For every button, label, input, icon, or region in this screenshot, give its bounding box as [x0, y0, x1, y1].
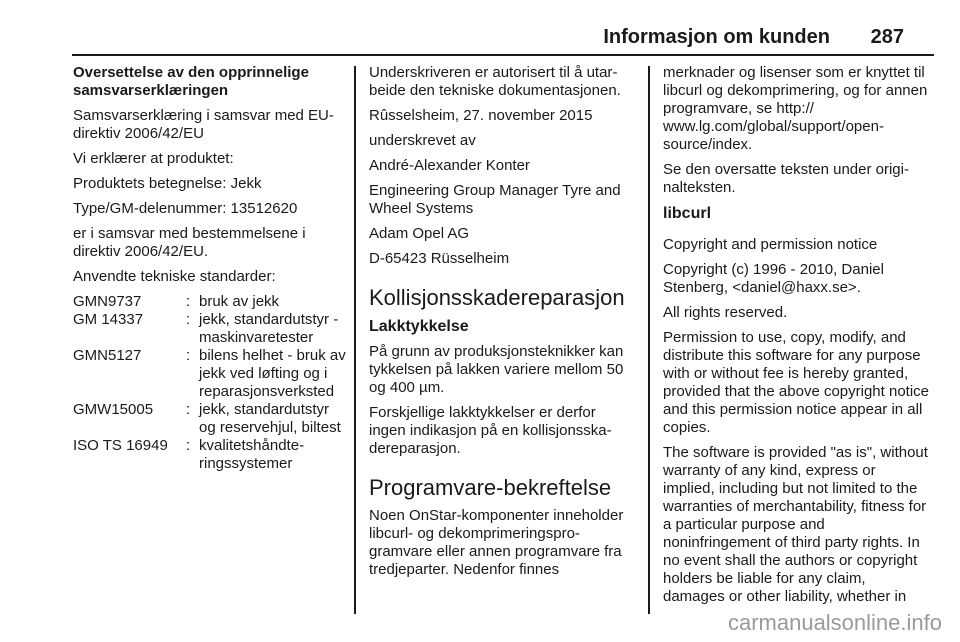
table-row	[73, 347, 349, 401]
paragraph: André-Alexander Konter	[369, 157, 530, 174]
column-1	[73, 64, 349, 473]
paragraph: underskrevet av	[369, 132, 476, 149]
paragraph: Type/GM-delenummer: 13512620	[73, 200, 298, 217]
header-rule	[72, 54, 934, 56]
paragraph: The software is provided "as is", without warranty of any kind, express or implied, including but not limited to the warranties of merchantability, fitness for a particular purpose and noninfringement of third party rights. In no event shall the authors or copyright holders be liable for any claim, damages or other liability, whether in	[663, 444, 928, 605]
standard-desc: bruk av jekk	[199, 293, 280, 310]
standard-sep: :	[186, 401, 191, 418]
watermark: carmanualsonline.info	[727, 610, 942, 635]
standard-sep: :	[186, 437, 191, 454]
page-header	[58, 22, 934, 54]
paragraph: Rûsselsheim, 27. november 2015	[369, 107, 593, 124]
paragraph: Engineering Group Manager Tyre and Wheel Systems	[369, 182, 621, 217]
paragraph: Se den oversatte teksten under originalteksten.	[663, 161, 909, 196]
table-row	[73, 293, 349, 311]
column-divider-2	[648, 66, 650, 614]
standard-desc: jekk, standardutstyr - maskinvaretester	[199, 311, 339, 346]
standard-sep: :	[186, 293, 191, 310]
standard-code: GM 14337	[73, 311, 144, 328]
paragraph: Copyright and permission notice	[663, 236, 878, 253]
page-number: 287	[870, 26, 904, 48]
paragraph: Produktets betegnelse: Jekk	[73, 175, 262, 192]
column-2	[369, 64, 635, 586]
section-title-software: Programvare-bekreftelse	[369, 475, 612, 500]
paragraph: Anvendte tekniske standarder:	[73, 268, 276, 285]
standard-code: ISO TS 16949	[73, 437, 168, 454]
table-row	[73, 437, 349, 473]
standards-table	[73, 293, 349, 473]
paragraph: Underskriveren er autorisert til å utarbeide den tekniske dokumentasjonen.	[369, 64, 621, 99]
standard-code: GMN9737	[73, 293, 142, 310]
standard-code: GMW15005	[73, 401, 154, 418]
paragraph: Adam Opel AG	[369, 225, 470, 242]
subsection-title-libcurl: libcurl	[663, 205, 712, 222]
standard-sep: :	[186, 347, 191, 364]
standard-code: GMN5127	[73, 347, 142, 364]
paragraph: Samsvarserklæring i samsvar med EU-direktiv 2006/42/EU	[73, 107, 334, 142]
subsection-title-paint-thickness: Lakktykkelse	[369, 318, 469, 335]
paragraph: Copyright (c) 1996 - 2010, Daniel Stenberg, <daniel@haxx.se>.	[663, 261, 884, 296]
standard-desc: jekk, standardutstyr og reservehjul, biltest	[199, 401, 341, 436]
column-3	[663, 64, 929, 613]
paragraph: Permission to use, copy, modify, and distribute this software for any purpose with or without fee is hereby granted, provided that the above copyright notice and this permission notice appear in all copies.	[663, 329, 930, 436]
paragraph: Vi erklærer at produktet:	[73, 150, 234, 167]
paragraph: All rights reserved.	[663, 304, 788, 321]
section-title-collision-repair: Kollisjonsskadereparasjon	[369, 285, 625, 310]
column-divider-1	[354, 66, 356, 614]
paragraph: D-65423 Rüsselheim	[369, 250, 510, 267]
paragraph: merknader og lisenser som er knyttet til libcurl og dekomprimering, og for annen programvare, se http:// www.lg.com/global/support/opensource/index.	[663, 64, 928, 153]
table-row	[73, 311, 349, 347]
paragraph: er i samsvar med bestemmelsene i direktiv 2006/42/EU.	[73, 225, 306, 260]
paragraph: Forskjellige lakktykkelser er derfor ingen indikasjon på en kollisjonsskadereparasjon.	[369, 404, 612, 457]
paragraph: Noen OnStar-komponenter inneholder libcurl- og dekomprimeringsprogramvare eller annen programvare fra tredjeparter. Nedenfor finnes	[369, 507, 624, 578]
declaration-heading: Oversettelse av den opprinnelige samsvarserklæringen	[73, 64, 309, 99]
standard-desc: bilens helhet - bruk av jekk ved løfting og i reparasjonsverksted	[199, 347, 346, 400]
standard-sep: :	[186, 311, 191, 328]
paragraph: På grunn av produksjonsteknikker kan tykkelsen på lakken variere mellom 50 og 400 µm.	[369, 343, 624, 396]
header-title: Informasjon om kunden	[603, 26, 830, 48]
table-row	[73, 401, 349, 437]
standard-desc: kvalitetshåndteringssystemer	[199, 437, 305, 472]
